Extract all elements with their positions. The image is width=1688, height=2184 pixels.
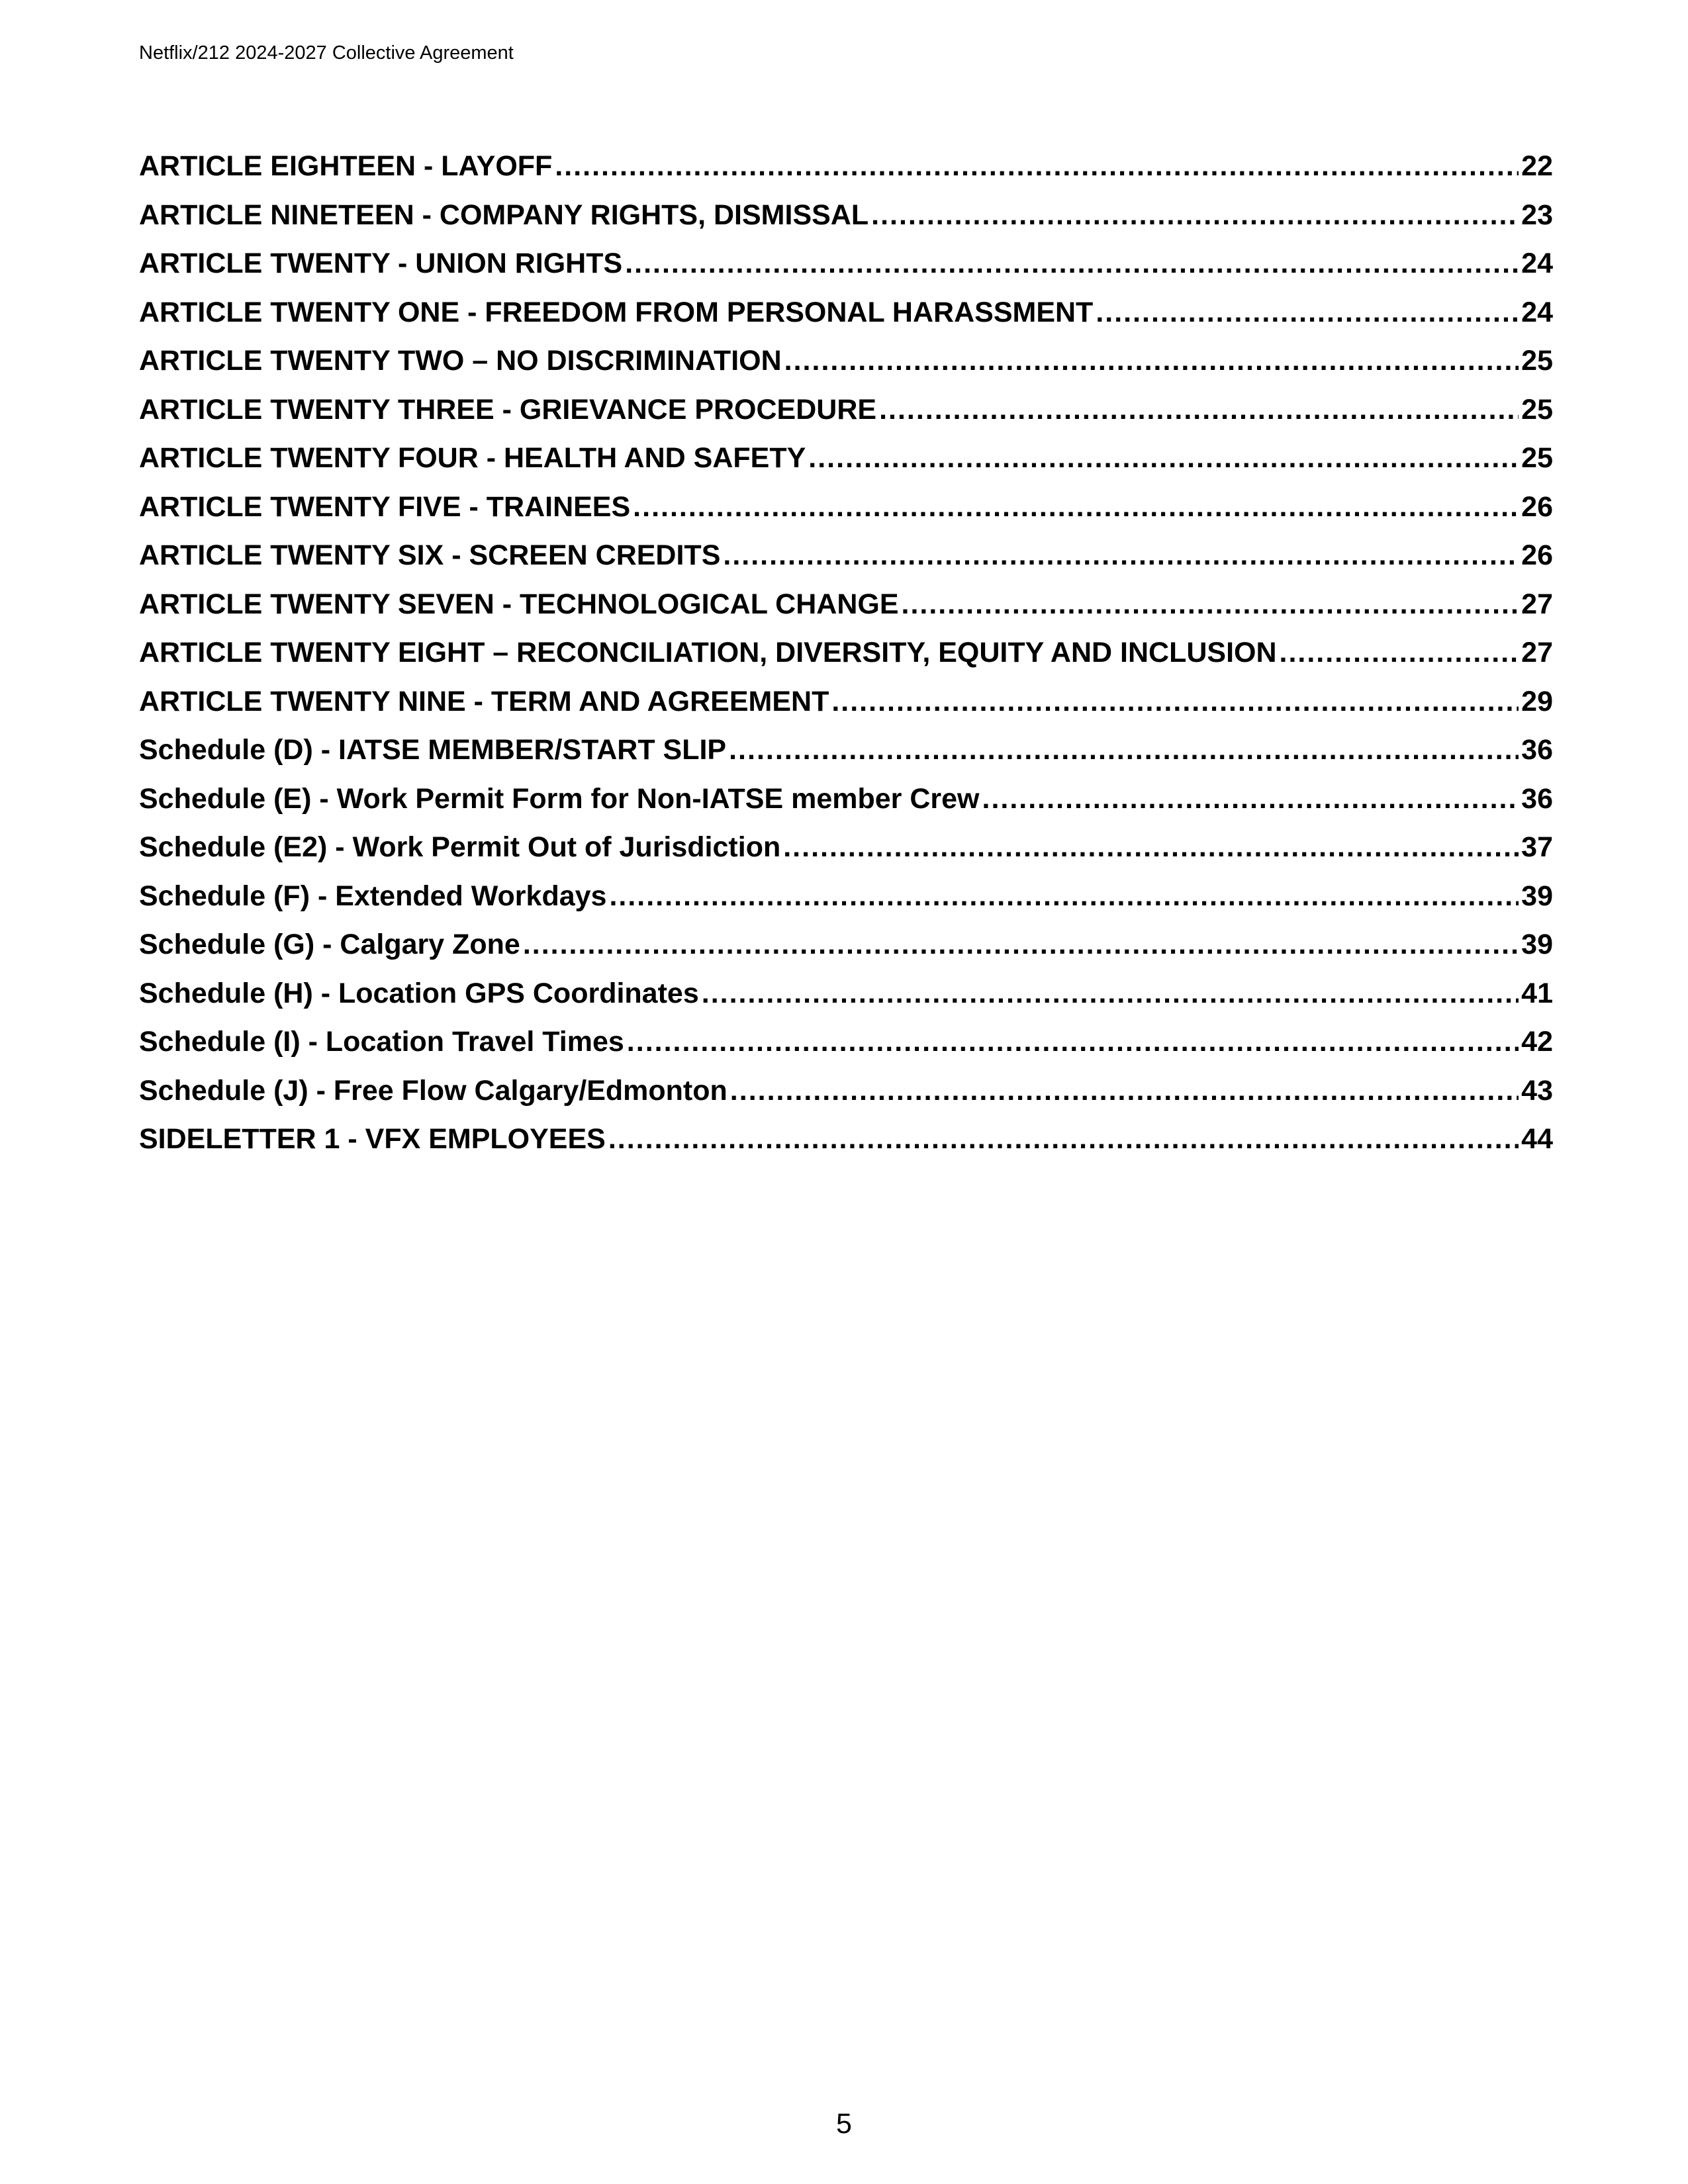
toc-entry-page: 26 — [1521, 539, 1553, 571]
toc-dot-leader — [784, 345, 1519, 377]
toc-entry[interactable] — [139, 150, 1553, 199]
toc-dot-leader — [627, 1026, 1519, 1058]
toc-entry-title: SIDELETTER 1 - VFX EMPLOYEES — [139, 1123, 606, 1155]
toc-dot-leader — [879, 394, 1519, 426]
toc-entry-page: 26 — [1521, 490, 1553, 523]
toc-dot-leader — [783, 831, 1519, 864]
toc-entry[interactable] — [139, 978, 1553, 1026]
toc-entry-page: 36 — [1521, 782, 1553, 815]
toc-entry-title: Schedule (I) - Location Travel Times — [139, 1026, 624, 1058]
toc-entry-page: 24 — [1521, 248, 1553, 279]
page-number: 5 — [836, 2108, 852, 2140]
toc-entry[interactable] — [139, 248, 1553, 296]
toc-dot-leader — [609, 880, 1519, 913]
toc-entry[interactable] — [139, 394, 1553, 443]
toc-entry-page: 42 — [1521, 1026, 1553, 1058]
toc-entry[interactable] — [139, 734, 1553, 783]
toc-dot-leader — [871, 199, 1519, 232]
toc-entry-page: 37 — [1521, 831, 1553, 863]
toc-entry[interactable] — [139, 1026, 1553, 1075]
toc-entry[interactable] — [139, 296, 1553, 345]
toc-entry[interactable] — [139, 199, 1553, 248]
toc-entry[interactable] — [139, 880, 1553, 929]
toc-entry-page: 36 — [1521, 734, 1553, 766]
toc-dot-leader — [831, 686, 1519, 718]
toc-entry-page: 27 — [1521, 588, 1553, 620]
toc-dot-leader — [982, 783, 1519, 815]
toc-dot-leader — [523, 929, 1519, 961]
toc-entry-title: ARTICLE TWENTY NINE - TERM AND AGREEMENT — [139, 685, 829, 717]
toc-entry-page: 39 — [1521, 929, 1553, 960]
toc-entry-title: Schedule (H) - Location GPS Coordinates — [139, 977, 699, 1009]
toc-dot-leader — [729, 734, 1519, 766]
toc-dot-leader — [555, 150, 1519, 183]
toc-dot-leader — [1280, 637, 1519, 669]
toc-entry[interactable] — [139, 539, 1553, 588]
toc-entry-title: Schedule (F) - Extended Workdays — [139, 880, 607, 912]
toc-entry-title: Schedule (D) - IATSE MEMBER/START SLIP — [139, 734, 727, 766]
toc-entry-title: ARTICLE TWENTY EIGHT – RECONCILIATION, DIVERSITY, EQUITY AND INCLUSION — [139, 637, 1277, 668]
toc-entry[interactable] — [139, 1123, 1553, 1172]
toc-entry-page: 29 — [1521, 685, 1553, 717]
toc-entry-title: Schedule (E2) - Work Permit Out of Jurisdiction — [139, 831, 781, 863]
toc-entry-page: 25 — [1521, 345, 1553, 377]
table-of-contents — [139, 150, 1553, 1172]
toc-entry-page: 27 — [1521, 637, 1553, 668]
toc-entry[interactable] — [139, 783, 1553, 832]
toc-entry-title: ARTICLE TWENTY FIVE - TRAINEES — [139, 490, 631, 523]
toc-entry-title: ARTICLE TWENTY TWO – NO DISCRIMINATION — [139, 345, 782, 377]
toc-entry-page: 24 — [1521, 296, 1553, 328]
toc-dot-leader — [702, 978, 1519, 1010]
toc-entry-page: 23 — [1521, 199, 1553, 231]
toc-entry-page: 25 — [1521, 442, 1553, 474]
toc-entry-title: Schedule (J) - Free Flow Calgary/Edmonton — [139, 1074, 727, 1107]
toc-entry-title: ARTICLE TWENTY THREE - GRIEVANCE PROCEDURE — [139, 393, 877, 426]
toc-entry[interactable] — [139, 831, 1553, 880]
toc-entry[interactable] — [139, 686, 1553, 735]
toc-dot-leader — [1096, 296, 1519, 329]
toc-entry-title: ARTICLE TWENTY FOUR - HEALTH AND SAFETY — [139, 442, 806, 474]
toc-entry-page: 39 — [1521, 880, 1553, 912]
toc-dot-leader — [608, 1123, 1519, 1156]
toc-entry-title: ARTICLE TWENTY ONE - FREEDOM FROM PERSONAL HARASSMENT — [139, 296, 1094, 328]
toc-entry-title: ARTICLE TWENTY SIX - SCREEN CREDITS — [139, 539, 721, 571]
toc-entry[interactable] — [139, 442, 1553, 491]
toc-entry-title: Schedule (G) - Calgary Zone — [139, 929, 520, 960]
toc-entry-title: ARTICLE TWENTY - UNION RIGHTS — [139, 248, 623, 279]
toc-dot-leader — [730, 1075, 1519, 1107]
toc-entry[interactable] — [139, 637, 1553, 686]
toc-dot-leader — [633, 491, 1519, 523]
toc-entry[interactable] — [139, 929, 1553, 978]
toc-entry-page: 44 — [1521, 1123, 1553, 1155]
toc-entry-title: Schedule (E) - Work Permit Form for Non-IATSE member Crew — [139, 782, 980, 815]
toc-entry-page: 22 — [1521, 150, 1553, 182]
toc-dot-leader — [902, 588, 1519, 621]
toc-entry[interactable] — [139, 345, 1553, 394]
toc-dot-leader — [625, 248, 1519, 280]
toc-dot-leader — [723, 539, 1519, 572]
toc-entry-title: ARTICLE TWENTY SEVEN - TECHNOLOGICAL CHANGE — [139, 588, 899, 620]
toc-entry-title: ARTICLE EIGHTEEN - LAYOFF — [139, 150, 553, 182]
toc-entry-title: ARTICLE NINETEEN - COMPANY RIGHTS, DISMISSAL — [139, 199, 869, 231]
toc-entry[interactable] — [139, 491, 1553, 540]
toc-entry[interactable] — [139, 1075, 1553, 1124]
toc-entry-page: 41 — [1521, 977, 1553, 1009]
toc-dot-leader — [808, 442, 1519, 475]
toc-entry-page: 25 — [1521, 393, 1553, 426]
toc-entry-page: 43 — [1521, 1074, 1553, 1107]
running-header: Netflix/212 2024-2027 Collective Agreement — [139, 42, 514, 64]
toc-entry[interactable] — [139, 588, 1553, 637]
